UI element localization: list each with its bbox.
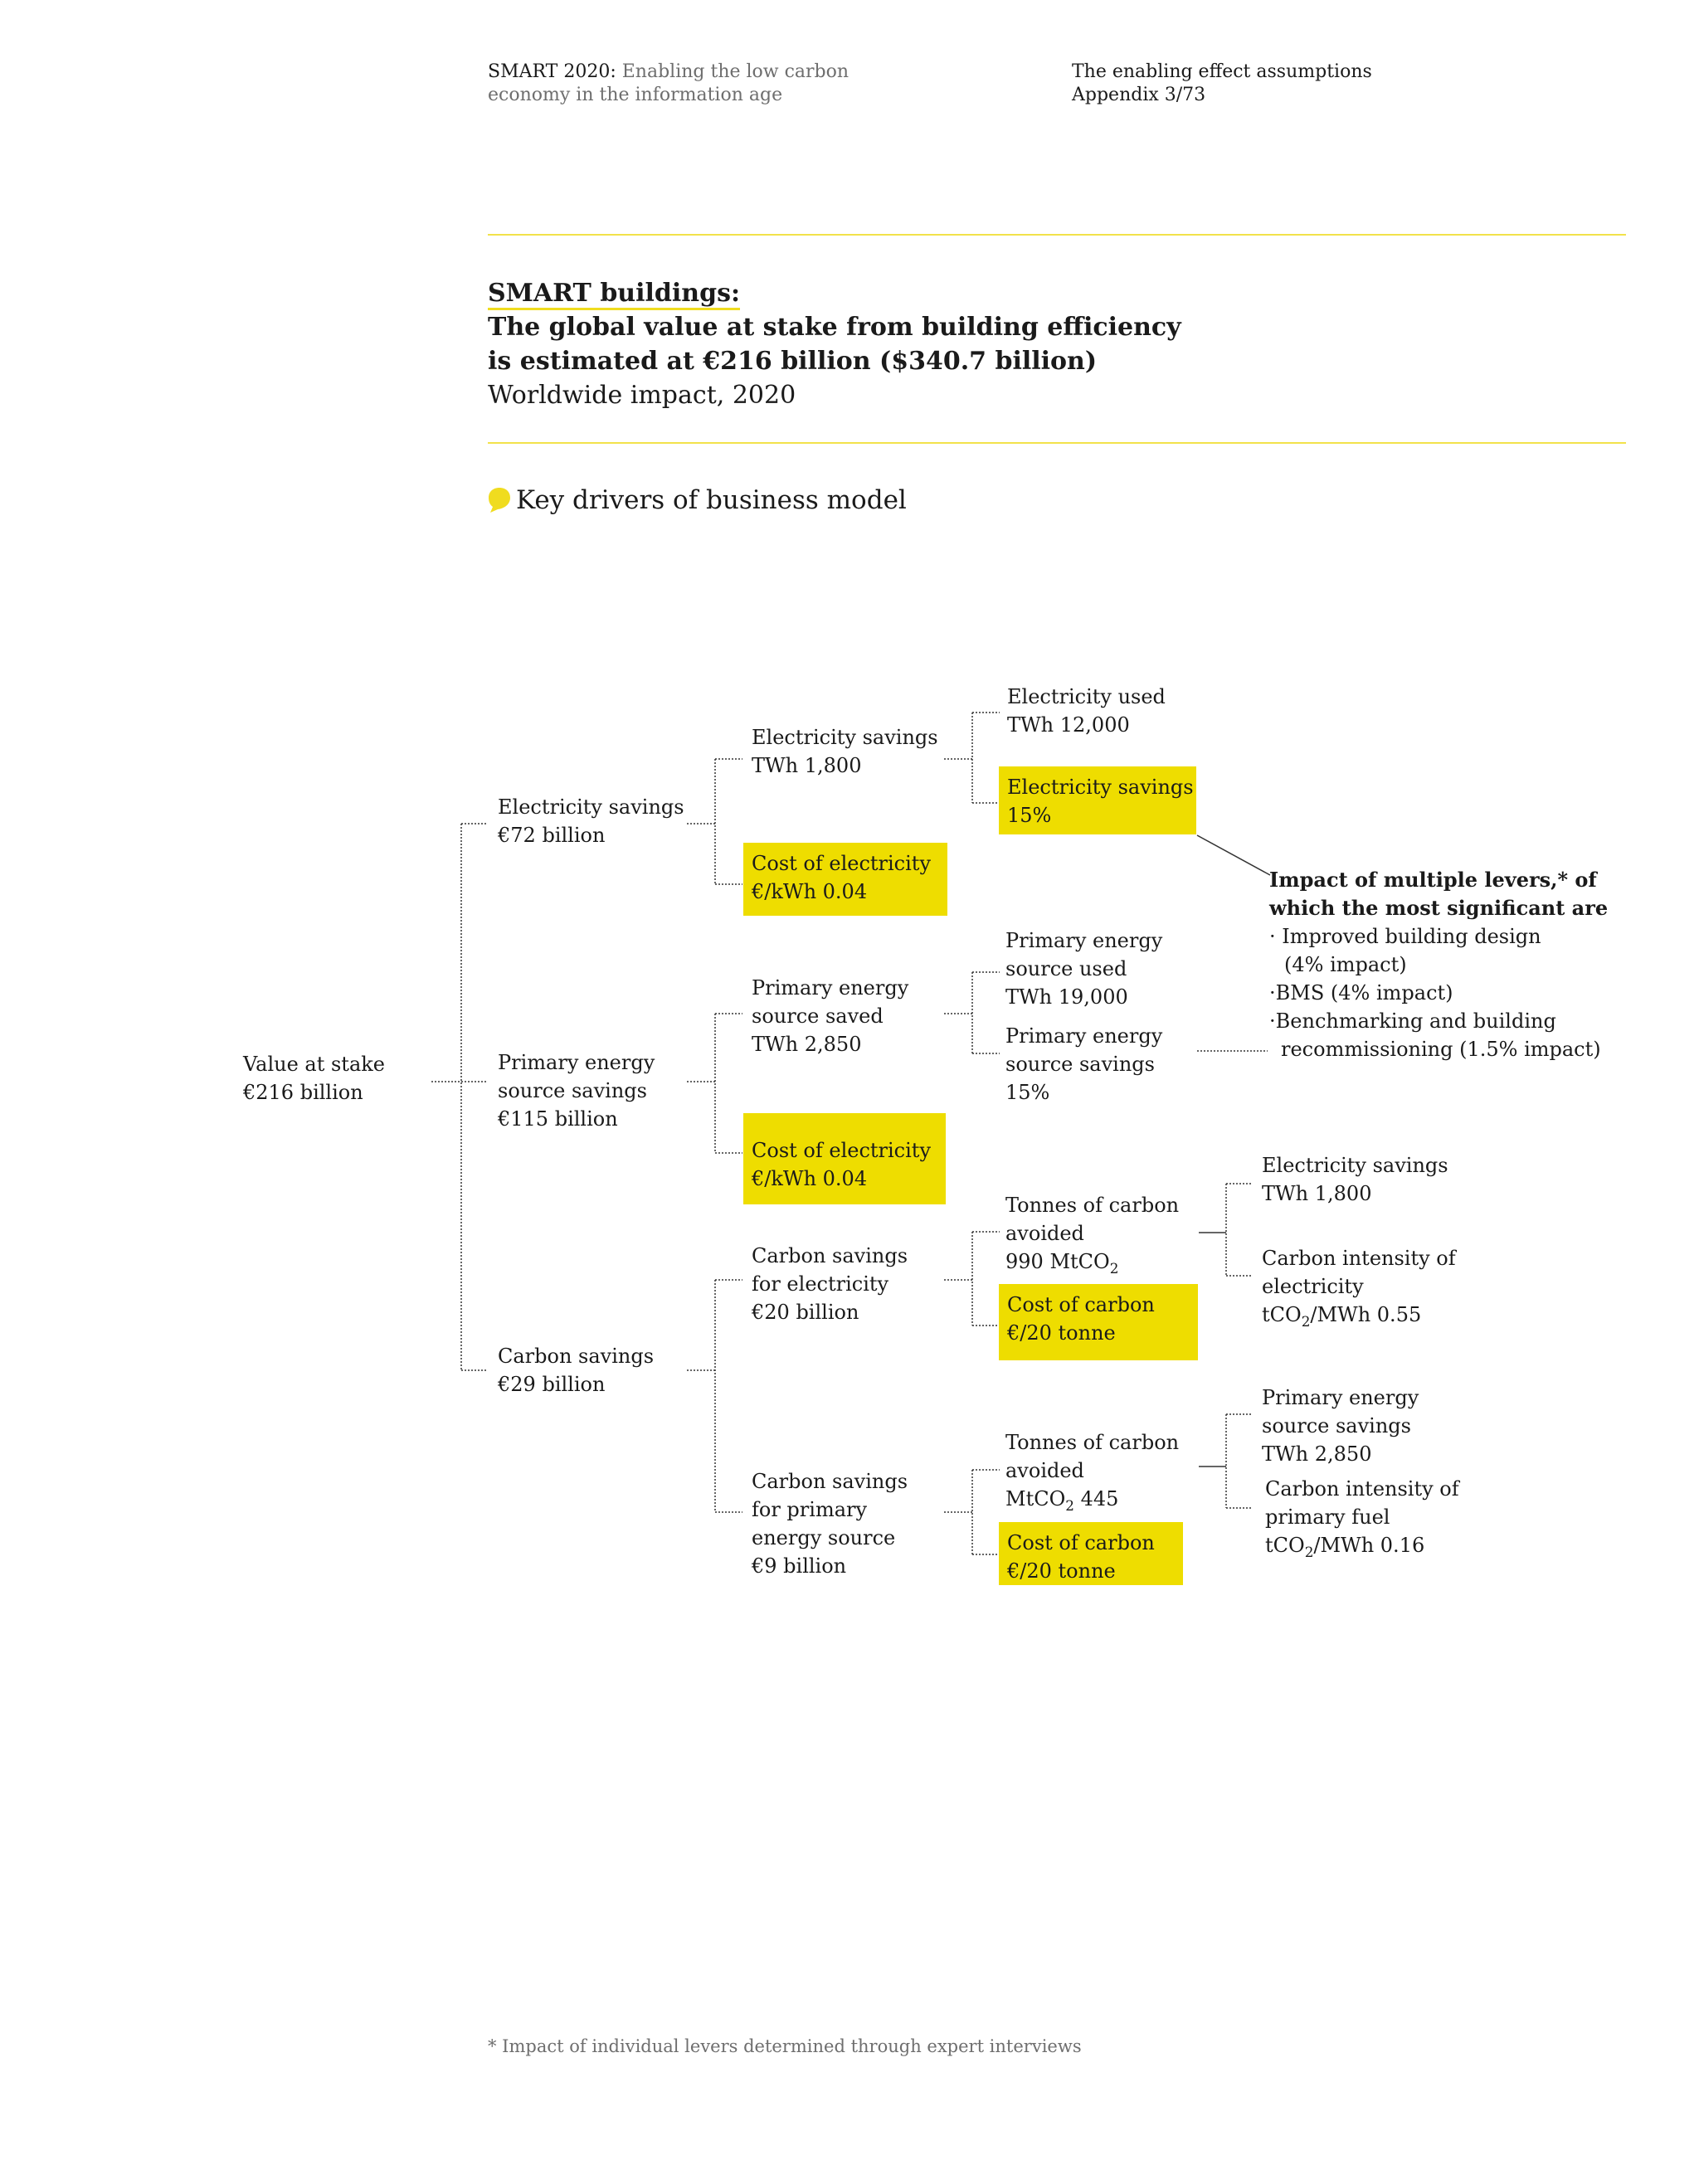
impact-item: ·Benchmarking and building	[1269, 1009, 1556, 1033]
header-doc-subtitle-2: economy in the information age	[488, 85, 783, 105]
node-carbon-savings-electricity	[752, 1242, 908, 1326]
node-primary-energy-used	[1005, 927, 1162, 1011]
node-primary-energy-savings-pct	[1005, 1022, 1162, 1107]
node-value-at-stake	[243, 1050, 385, 1107]
impact-item-text: BMS (4% impact)	[1275, 981, 1453, 1004]
node-label: Primary energy	[1005, 929, 1163, 952]
node-value: 990 MtCO$_2$	[1005, 1250, 1119, 1277]
node-label: Electricity savings	[1262, 1154, 1448, 1177]
node-value: TWh 2,850	[752, 1033, 862, 1056]
header-page-ref: Appendix 3/73	[1072, 85, 1206, 105]
node-value: TWh 1,800	[752, 754, 862, 777]
node-value: 15%	[1005, 1081, 1050, 1104]
node-cost-of-carbon-2	[999, 1522, 1183, 1585]
node-value: €9 billion	[752, 1554, 847, 1578]
node-label: avoided	[1005, 1222, 1084, 1245]
node-value: €/20 tonne	[1007, 1321, 1116, 1345]
header-doc-subtitle: Enabling the low carbon	[621, 61, 850, 82]
node-carbon-intensity-electricity	[1262, 1244, 1456, 1329]
node-label: Cost of electricity	[752, 852, 931, 875]
node-label: Tonnes of carbon	[1005, 1431, 1180, 1454]
node-cost-of-electricity-2	[743, 1113, 946, 1204]
node-primary-energy-savings-value	[498, 1048, 655, 1133]
node-tonnes-carbon-primary	[1005, 1428, 1179, 1513]
node-label: Value at stake	[243, 1053, 385, 1076]
node-label: Primary energy	[1005, 1024, 1163, 1048]
node-label: Electricity used	[1007, 685, 1166, 708]
node-value: €/kWh 0.04	[752, 880, 868, 903]
node-label: Cost of carbon	[1007, 1531, 1155, 1554]
node-value: €29 billion	[498, 1373, 606, 1396]
node-electricity-savings-twh	[752, 723, 938, 780]
node-carbon-electricity-savings-twh	[1262, 1151, 1448, 1208]
node-value: TWh 2,850	[1262, 1442, 1372, 1466]
node-electricity-savings-value	[498, 793, 684, 849]
node-carbon-primary-energy-savings	[1262, 1384, 1419, 1468]
title-line-2: is estimated at €216 billion ($340.7 billion)	[488, 347, 1098, 376]
node-label: Carbon intensity of	[1265, 1477, 1459, 1501]
impact-item: · Improved building design	[1269, 925, 1541, 948]
node-label: Primary energy	[1262, 1386, 1419, 1409]
node-label: energy source	[752, 1526, 896, 1549]
node-label: Electricity savings	[752, 726, 938, 749]
impact-item-text: (4% impact)	[1284, 953, 1407, 976]
impact-item-text: recommissioning (1.5% impact)	[1281, 1038, 1601, 1061]
node-label: Electricity savings	[498, 795, 684, 819]
title-line-1: The global value at stake from building efficiency	[488, 313, 1181, 342]
node-value: €115 billion	[498, 1107, 618, 1131]
node-label: Primary energy	[498, 1051, 655, 1074]
node-value: TWh 19,000	[1005, 985, 1128, 1009]
node-label: Cost of carbon	[1007, 1293, 1155, 1316]
header-doc-title: SMART 2020:	[488, 61, 616, 82]
impact-item: ·BMS (4% impact)	[1269, 981, 1453, 1004]
node-value: 15%	[1007, 804, 1052, 827]
node-label: primary fuel	[1265, 1505, 1390, 1529]
node-label: Tonnes of carbon	[1005, 1194, 1180, 1217]
node-label: Carbon intensity of	[1262, 1247, 1456, 1270]
node-label: avoided	[1005, 1459, 1084, 1482]
node-tonnes-carbon-electricity	[1005, 1191, 1179, 1276]
node-label: source savings	[498, 1079, 647, 1102]
node-label: Carbon savings	[752, 1244, 908, 1267]
node-electricity-savings-pct	[999, 766, 1196, 834]
impact-levers	[1269, 866, 1608, 1063]
footnote: * Impact of individual levers determined through expert interviews	[488, 2036, 1082, 2056]
node-value: tCO$_2$/MWh 0.16	[1265, 1534, 1425, 1560]
node-label: source saved	[752, 1004, 884, 1028]
impact-title-2: which the most significant are	[1269, 896, 1609, 920]
impact-title-1: Impact of multiple levers,* of	[1269, 868, 1597, 892]
node-value: TWh 12,000	[1007, 713, 1130, 737]
node-carbon-savings-value	[498, 1342, 654, 1398]
node-cost-of-carbon-1	[999, 1284, 1198, 1360]
node-label: source savings	[1262, 1414, 1411, 1437]
title-lead: SMART buildings:	[488, 280, 740, 310]
node-label: for electricity	[752, 1272, 889, 1296]
node-label: for primary	[752, 1498, 868, 1521]
node-primary-energy-saved	[752, 974, 908, 1058]
impact-item-text: Benchmarking and building	[1275, 1009, 1556, 1033]
node-value: €216 billion	[243, 1081, 363, 1104]
node-label: electricity	[1262, 1275, 1364, 1298]
node-value: €20 billion	[752, 1301, 859, 1324]
title-subtitle: Worldwide impact, 2020	[488, 381, 796, 410]
impact-item-text: Improved building design	[1282, 925, 1541, 948]
node-label: source used	[1005, 957, 1127, 980]
node-carbon-intensity-primary	[1265, 1475, 1459, 1559]
node-value: €72 billion	[498, 824, 606, 847]
node-label: source savings	[1005, 1053, 1155, 1076]
node-value: €/kWh 0.04	[752, 1167, 868, 1190]
key-drivers-label: Key drivers of business model	[516, 485, 907, 515]
node-label: Electricity savings	[1007, 776, 1194, 799]
node-label: Carbon savings	[752, 1470, 908, 1493]
node-value: €/20 tonne	[1007, 1559, 1116, 1583]
node-carbon-savings-primary	[752, 1467, 908, 1580]
node-value: tCO$_2$/MWh 0.55	[1262, 1303, 1422, 1330]
node-electricity-used	[1007, 683, 1166, 739]
node-label: Cost of electricity	[752, 1139, 931, 1162]
node-cost-of-electricity-1	[743, 843, 947, 916]
node-label: Carbon savings	[498, 1345, 655, 1368]
node-label: Primary energy	[752, 976, 909, 1000]
header-section: The enabling effect assumptions	[1072, 61, 1372, 82]
node-value: TWh 1,800	[1262, 1182, 1372, 1205]
node-value: MtCO$_2$ 445	[1005, 1487, 1119, 1514]
